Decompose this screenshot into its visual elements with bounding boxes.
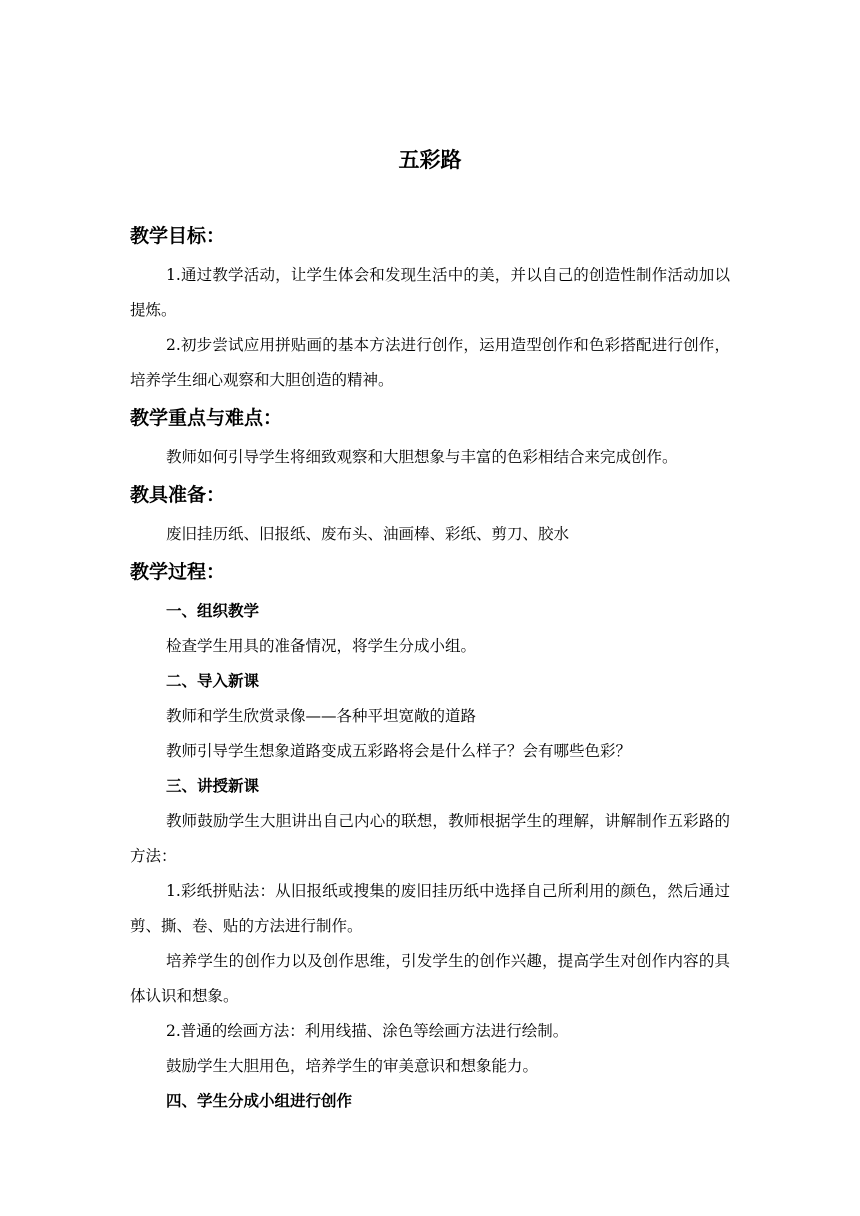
- heading-materials: 教具准备：: [130, 484, 226, 506]
- process-step-1-text: 检查学生用具的准备情况，将学生分成小组。: [166, 637, 477, 655]
- heading-teaching-goals: 教学目标：: [130, 225, 226, 247]
- process-step-3-text-3: 培养学生的创作力以及创作思维，引发学生的创作兴趣，提高学生对创作内容的具体认识和想象。: [130, 952, 730, 1005]
- materials-paragraph: 废旧挂历纸、旧报纸、废布头、油画棒、彩纸、剪刀、胶水: [166, 525, 570, 543]
- process-step-3-text-5: 鼓励学生大胆用色，培养学生的审美意识和想象能力。: [166, 1057, 539, 1075]
- process-step-3-text-4: 2.普通的绘画方法：利用线描、涂色等绘画方法进行绘制。: [166, 1022, 569, 1040]
- goal-paragraph-2: 2.初步尝试应用拼贴画的基本方法进行创作，运用造型创作和色彩搭配进行创作，培养学生细心观察和大胆创造的精神。: [130, 336, 730, 389]
- document-body: [130, 222, 730, 1119]
- process-step-2-text-2: 教师引导学生想象道路变成五彩路将会是什么样子？会有哪些色彩？: [166, 742, 632, 760]
- process-step-1-title: 一、组织教学: [166, 602, 260, 620]
- process-step-3-title: 三、讲授新课: [166, 777, 260, 795]
- heading-key-points: 教学重点与难点：: [130, 407, 283, 429]
- process-step-3-text-2: 1.彩纸拼贴法：从旧报纸或搜集的废旧挂历纸中选择自己所利用的颜色，然后通过剪、撕、卷、贴的方法进行制作。: [130, 882, 730, 935]
- goal-paragraph-1: 1.通过教学活动，让学生体会和发现生活中的美，并以自己的创造性制作活动加以提炼。: [130, 266, 730, 319]
- keypoints-paragraph: 教师如何引导学生将细致观察和大胆想象与丰富的色彩相结合来完成创作。: [166, 448, 678, 466]
- process-step-4-title: 四、学生分成小组进行创作: [166, 1092, 353, 1110]
- process-step-2-text-1: 教师和学生欣赏录像——各种平坦宽敞的道路: [166, 707, 477, 725]
- process-step-2-title: 二、导入新课: [166, 672, 260, 690]
- process-step-3-text-1: 教师鼓励学生大胆讲出自己内心的联想，教师根据学生的理解，讲解制作五彩路的方法：: [130, 812, 730, 865]
- heading-teaching-process: 教学过程：: [130, 561, 226, 583]
- document-title: 五彩路: [398, 147, 462, 172]
